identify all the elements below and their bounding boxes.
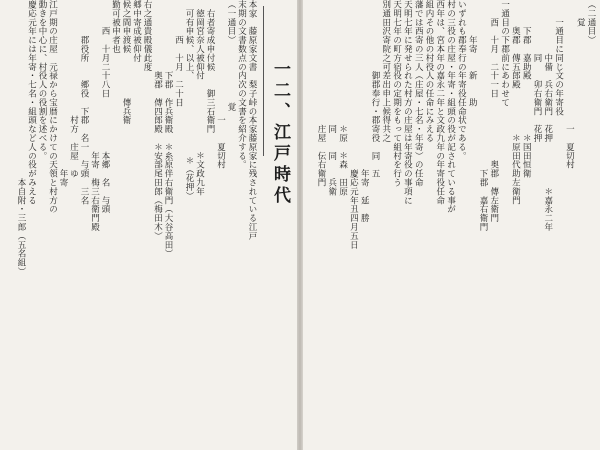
text-column: 下郡 作兵衛殿 ＊糸原伴右衛門（大谷高田） (163, 0, 173, 259)
chapter-title: 一二、江戸時代 (270, 60, 290, 207)
text-column: 本自附・三郎（五名組） (16, 0, 26, 276)
text-column: 郡役所 郷役 下郡 名一 与頭 三名 (79, 0, 89, 205)
text-column: 同 卯右衛門 花押 (532, 0, 542, 143)
text-column: 御郡奉行・郡寄役 同 五 (370, 0, 380, 178)
text-column: 下郡 嘉右衛門 (478, 0, 488, 232)
text-column: 奥郡 傳五郎殿 ＊原田代助左衛門 (510, 0, 521, 205)
text-column: 西年は、宮本年の嘉永二年と文政九年の年寄役任命 (434, 0, 445, 205)
text-column: 同 同 兵衛 (326, 0, 337, 196)
text-column: 年寄 新 助 (467, 0, 478, 107)
text-column: 年寄 (58, 0, 68, 187)
text-column: 組内その他の村役人の任命にみえる (424, 0, 434, 143)
text-column: 慶応元年には年寄・七名・組頭など人の役がみえる (26, 0, 37, 205)
text-column: 別通田沢寄院之可差出申上候得共之 (380, 0, 391, 143)
right-page (303, 0, 600, 450)
text-column: 一 夏切村 (564, 0, 575, 170)
text-column: 可有申候、以上、 ＊（花押） (184, 0, 194, 201)
left-page (0, 0, 297, 450)
text-column: 一通目に同じ文の年寄役 (553, 0, 564, 116)
text-column: 一通目の下郡前にあわせて (499, 0, 510, 107)
text-column: 慶応元年丑四月五日 (348, 0, 359, 250)
text-column: 酉 十月 二十一日 奥郡 傳左衛門 (488, 0, 499, 223)
text-column: 天明七年の町方宿役の定期をもって組村を行う (391, 0, 402, 187)
text-column: 末期の文書数点の内次の文書を紹介する。 (236, 0, 247, 170)
text-column: 年寄 梅三右衛門殿 (89, 0, 100, 232)
text-column: 郷中寄成被仰付 (131, 0, 142, 63)
text-column: 動きを中心に、村役人の役割を述べる。 (37, 0, 47, 161)
text-column: 村方 庄屋 ゆ (68, 0, 79, 178)
text-column: 勤可被申者也 (110, 0, 121, 54)
text-column: 中備 兵右衛門 花押 ＊嘉永二年 (542, 0, 553, 232)
text-column: 右者寄成申付候 御三石衛門 (205, 0, 215, 134)
text-column: 奥郡 傳四郎殿 ＊安部尾田郎（梅田木） (152, 0, 163, 241)
text-column: 一 夏切村 (215, 0, 226, 170)
text-column: 村の三役の庄屋・年寄・組頭の役が記されている事が (445, 0, 456, 214)
text-column: 年寄 延 勝 (359, 0, 370, 223)
title-rule (263, 6, 264, 156)
text-column: 候之間申渡候 傳兵衛 (121, 0, 131, 125)
text-column: 西 十月二十八日 本郷 名 与頭 (100, 0, 110, 214)
text-column: ＊原 ＊森 田原 (337, 0, 348, 196)
text-column: 徳岡宮奈人被仰付 ＊文政九年 (194, 0, 205, 196)
text-column: 江戸期の庄屋 元禄から宝暦にかけての天領と村方の (47, 0, 58, 214)
text-column: 天明七年に発せられた村方の庄屋は年寄役の事項に (402, 0, 413, 205)
text-column: 藩では西寄の三人（庄屋・七名・年寄）の任命 (413, 0, 424, 187)
text-column: 右之通貴殿儀此度 (142, 0, 152, 72)
text-column: （一通目） 覚 (226, 0, 236, 112)
text-column: 本家 藤原家文書 梨子峠の本家藤原家に残されている江戸 (247, 0, 257, 241)
text-column: いずれも郡奉行の年寄役任命状である。 (456, 0, 467, 161)
text-column: 下郡 嘉助殿 ＊国田恒衛 (521, 0, 532, 178)
text-column: 覚 (575, 0, 586, 27)
text-column: （二通目） (586, 0, 596, 45)
text-column: 庄屋 伝右衛門 (316, 0, 326, 187)
text-column: 西 十月 二十日 (173, 0, 184, 107)
